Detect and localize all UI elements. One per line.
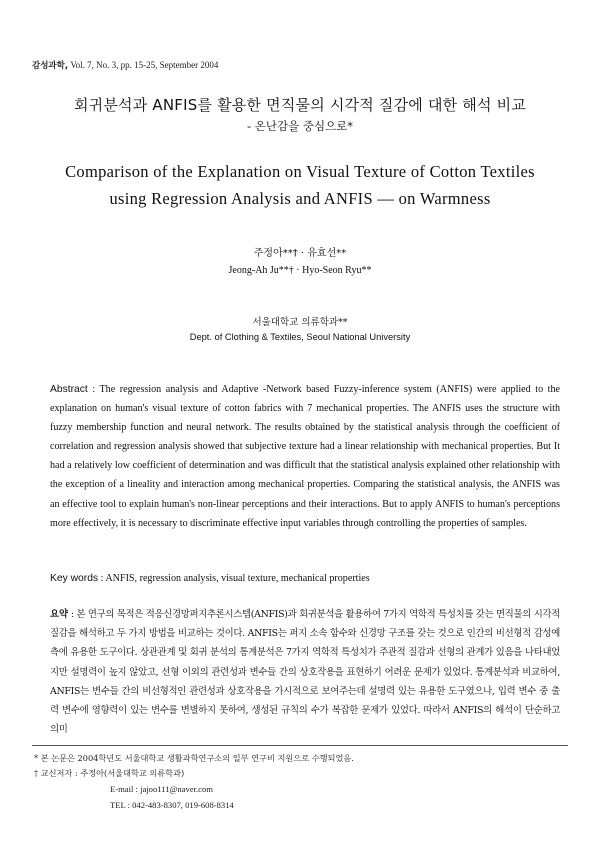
abstract-text: : The regression analysis and Adaptive -Network based Fuzzy-inference system (ANFIS) were applied to the explanation on human's visual texture of cotton fabrics with 7 mechanical properties. The ANFIS uses the structure with fuzzy membership function and neural network. The results obtained by the statistical analysis through the coefficient of correlation and regression analysis showed that subjective texture had a linear relationship with mechanical properties. But It had a relatively low coefficient of determination and was difficult that the statistical analysis explained other relationship with the exception of a lineality and interaction among mechanical properties. Comparing the statistical analysis, the ANFIS was an effective tool to explain human's non-linear perceptions and their interactions. But to apply ANFIS to human's perceptions more effectively, it is necessary to discriminate effective input variables through controlling the properties of samples. [50, 384, 560, 529]
footnote-email: E-mail : jajoo111@naver.com [110, 784, 213, 794]
korean-summary [50, 605, 560, 739]
english-title-line-2: using Regression Analysis and ANFIS — on Warmness [109, 189, 491, 208]
korean-title: 회귀분석과 ANFIS를 활용한 면직물의 시각적 질감에 대한 해석 비교 [73, 96, 527, 114]
authors-korean: 주정아**† · 유효선** [253, 248, 347, 259]
journal-citation [32, 59, 218, 71]
abstract-label: Abstract [50, 384, 88, 395]
affiliation-english: Dept. of Clothing & Textiles, Seoul National University [189, 332, 411, 342]
affiliation-korean: 서울대학교 의류학과** [252, 317, 348, 328]
authors-english: Jeong-Ah Ju**† · Hyo-Seon Ryu** [228, 265, 372, 276]
keywords-text: : ANFIS, regression analysis, visual texture, mechanical properties [98, 573, 370, 584]
journal-name: 감성과학, [32, 61, 69, 71]
abstract [50, 380, 560, 533]
footnote-divider [32, 745, 568, 746]
footnote-funding: * 본 논문은 2004학년도 서울대학교 생활과학연구소의 일부 연구비 지원으로 수행되었음. [34, 753, 354, 763]
journal-volume: Vol. 7, No. 3, pp. 15-25, September 2004 [70, 60, 219, 70]
keywords [50, 571, 560, 587]
summary-text: : 본 연구의 목적은 적응신경망퍼지추론시스템(ANFIS)과 회귀분석을 활용하여 7가지 역학적 특성치를 갖는 면직물의 시각적 질감을 해석하고 두 가지 방법을 비교하는 것이다. ANFIS는 퍼지 소속 함수와 신경망 구조를 갖는 것으로 인간의 비선형적 감성예측에 유용한 도구이다. 상관관계 및 회귀 분석의 통계분석은 7가지 역학적 특성치가 주관적 질감과 선형의 관계가 있음을 나타내었지만 설명력이 높지 않았고, 선형 이외의 관련성과 변수들 간의 상호작용을 표현하기 어려운 문제가 있었다. 통계분석과 비교하여, ANFIS는 변수들 간의 비선형적인 관련성과 상호작용을 가시적으로 보여주는데 설명력 있는 유용한 도구였으나, 입력 변수 중 출력 변수에 영향력이 있는 변수를 변별하지 못하여, 생성된 규칙의 수가 복잡한 문제가 있었다. 따라서 ANFIS의 해석이 단순하고 의미 [50, 609, 560, 736]
footnote-corresponding-author: † 교신저자 : 주정아(서울대학교 의류학과) [34, 768, 185, 778]
summary-label: 요약 [50, 609, 69, 620]
korean-subtitle: - 온난감을 중심으로* [246, 119, 354, 133]
english-title [0, 158, 600, 212]
english-title-line-1: Comparison of the Explanation on Visual Texture of Cotton Textiles [65, 162, 535, 181]
footnote-phone: TEL : 042-483-8307, 019-608-8314 [110, 800, 234, 810]
keywords-label: Key words [50, 573, 99, 584]
